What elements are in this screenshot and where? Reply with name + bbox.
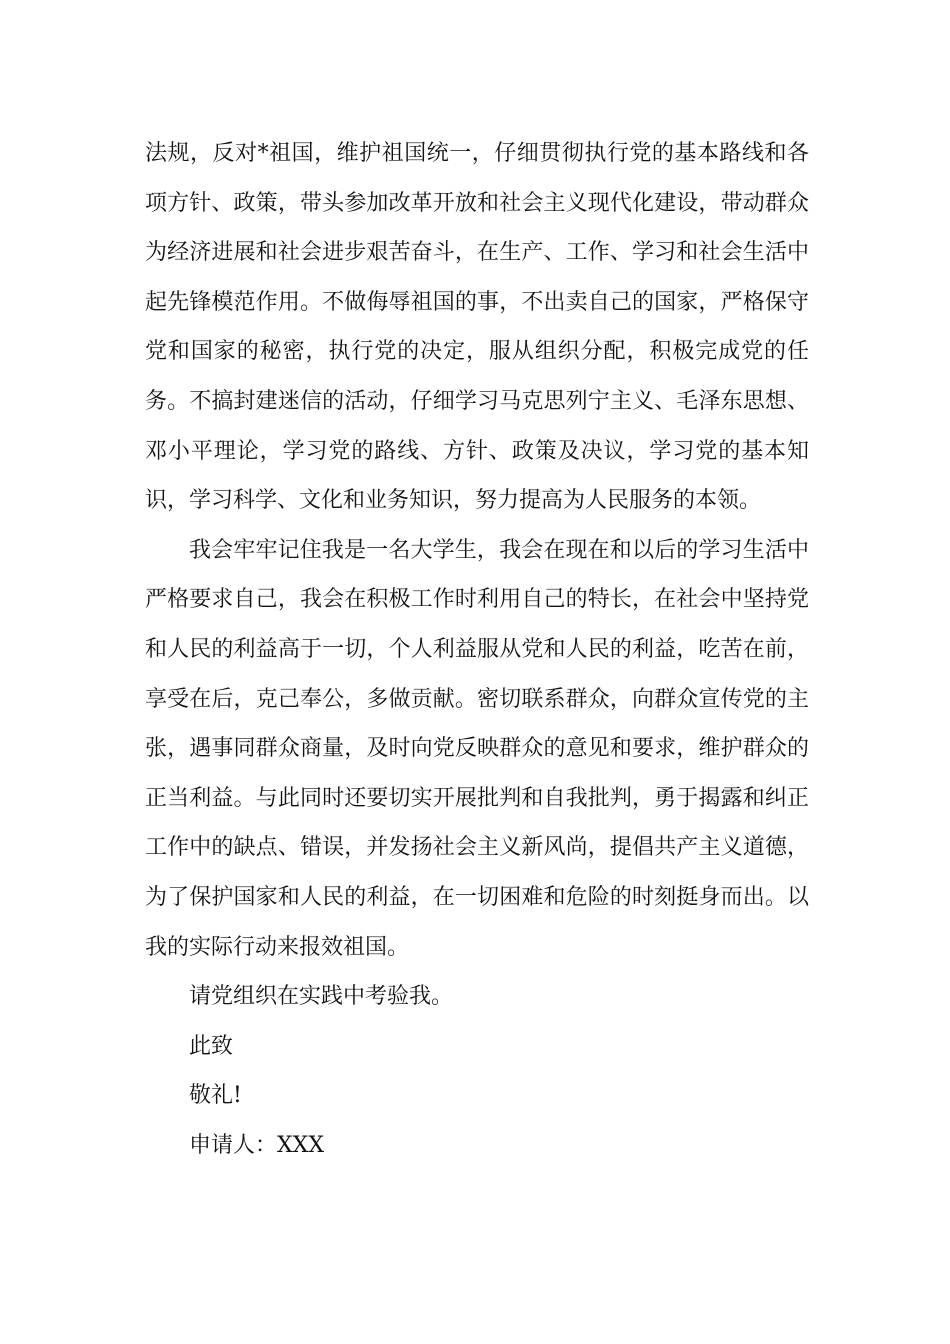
document-body xyxy=(145,129,809,1170)
applicant-signature: 申请人：XXX xyxy=(189,1132,324,1158)
closing-request: 请党组织在实践中考验我。 xyxy=(189,984,454,1010)
salutation-line-1: 此致 xyxy=(189,1033,234,1059)
body-paragraph-1: 法规，反对*祖国，维护祖国统一，仔细贯彻执行党的基本路线和各项方针、政策，带头参加改革开放和社会主义现代化建设，带动群众为经济进展和社会进步艰苦奋斗，在生产、工作、学习和社会生活中起先锋模范作用。不做侮辱祖国的事，不出卖自己的国家，严格保守党和国家的秘密，执行党的决定，服从组织分配，积极完成党的任务。不搞封建迷信的活动，仔细学习马克思列宁主义、毛泽东思想、邓小平理论，学习党的路线、方针、政策及决议，学习党的基本知识，学习科学、文化和业务知识，努力提高为人民服务的本领。 xyxy=(145,141,809,514)
body-paragraph-2: 我会牢牢记住我是一名大学生，我会在现在和以后的学习生活中严格要求自己，我会在积极工作时利用自己的特长，在社会中坚持党和人民的利益高于一切，个人利益服从党和人民的利益，吃苦在前，享受在后，克己奉公，多做贡献。密切联系群众，向群众宣传党的主张，遇事同群众商量，及时向党反映群众的意见和要求，维护群众的正当利益。与此同时还要切实开展批判和自我批判，勇于揭露和纠正工作中的缺点、错误，并发扬社会主义新风尚，提倡共产主义道德，为了保护国家和人民的利益，在一切困难和危险的时刻挺身而出。以我的实际行动来报效祖国。 xyxy=(145,537,809,960)
salutation-line-2: 敬礼! xyxy=(189,1083,242,1109)
